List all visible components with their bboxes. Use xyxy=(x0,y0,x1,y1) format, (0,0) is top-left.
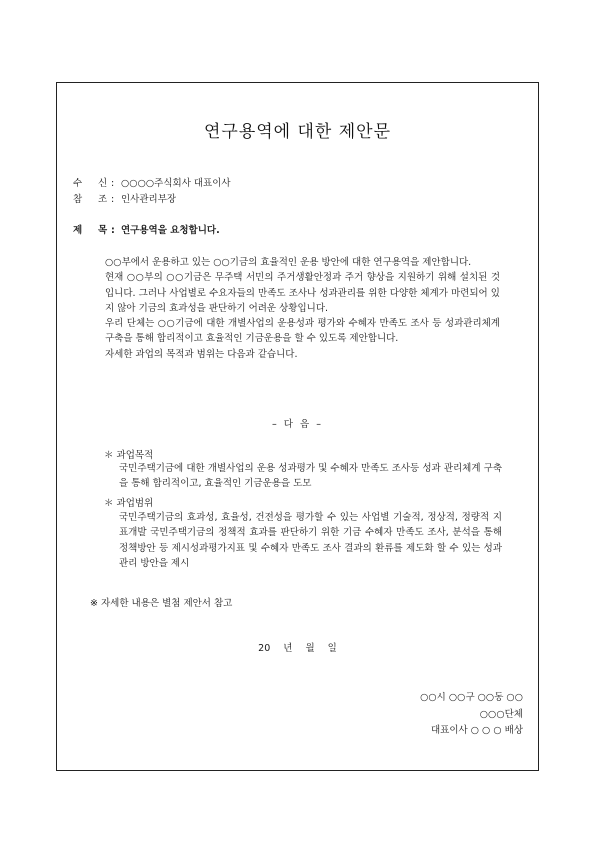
body-paragraph: 자세한 과업의 목적과 범위는 다음과 같습니다. xyxy=(105,348,298,360)
sender-representative: 대표이사 ○ ○ ○ 배상 xyxy=(430,725,523,736)
item-text-purpose: 국민주택기금에 대한 개별사업의 운용 성과평가 및 수혜자 만족도 조사등 성과 관리체계 구축을 통해 합리적이고, 효율적인 기금운용을 도모 xyxy=(119,463,502,490)
subject-colon: : xyxy=(111,225,115,236)
date-line: 20 년 월 일 xyxy=(258,643,337,654)
item-text-scope: 국민주택기금의 효과성, 효율성, 건전성을 평가할 수 있는 사업별 기술적, 정상적, 정량적 지표개발 국민주택기금의 정책적 효과를 판단하기 위한 기금 수혜자 만족도 조사, 분석을 통해 정책방안 등 제시성과평가지표 및 수혜자 만족도 조사 결과의 환류를 제도화 할 수 있는 성과관리 방안을 제시 xyxy=(119,512,502,569)
body-paragraph: 우리 단체는 ○○기금에 대한 개별사업의 운용성과 평가와 수혜자 만족도 조사 등 성과관리체계 구축을 통해 합리적이고 효율적인 기금운용을 할 수 있도록 제안합니다. xyxy=(105,318,500,345)
sender-address: ○○시 ○○구 ○○동 ○○ xyxy=(420,692,523,703)
recipient-colon: : xyxy=(111,178,115,189)
recipient-value: ○○○○주식회사 대표이사 xyxy=(121,178,231,189)
reference-label-b: 조 xyxy=(98,194,108,205)
item-heading-scope: ＊ 과업범위 xyxy=(104,498,154,509)
recipient-label-a: 수 xyxy=(73,178,83,189)
item-heading-purpose: ＊ 과업목적 xyxy=(104,450,154,461)
subject-value: 연구용역을 요청합니다. xyxy=(121,225,220,236)
separator-heading: – 다 음 – xyxy=(272,419,323,430)
subject-label-b: 목 xyxy=(98,225,108,236)
recipient-label-b: 신 xyxy=(98,178,108,189)
reference-colon: : xyxy=(111,194,115,205)
recipient-row xyxy=(0,177,595,190)
body-paragraph: ○○부에서 운용하고 있는 ○○기금의 효율적인 운용 방안에 대한 연구용역을 제안합니다. xyxy=(105,257,472,268)
attachment-note: ※ 자세한 내용은 별첨 제안서 참고 xyxy=(90,598,233,609)
reference-label-a: 참 xyxy=(73,194,83,205)
subject-label-a: 제 xyxy=(73,225,83,236)
body-paragraphs xyxy=(105,255,500,362)
sender-organization: ○○○단체 xyxy=(479,709,523,720)
reference-value: 인사관리부장 xyxy=(121,194,177,205)
document-title: 연구용역에 대한 제안문 xyxy=(203,122,392,142)
body-paragraph: 현재 ○○부의 ○○기금은 무주택 서민의 주거생활안정과 주거 향상을 지원하기 위해 설치된 것입니다. 그러나 사업별로 수요자들의 만족도 조사나 성과관리를 위한 다양한 체계가 마련되어 있지 않아 기금의 효과성을 판단하기 어려운 상황입니다. xyxy=(105,272,500,314)
subject-row xyxy=(0,224,595,237)
reference-row xyxy=(0,193,595,206)
